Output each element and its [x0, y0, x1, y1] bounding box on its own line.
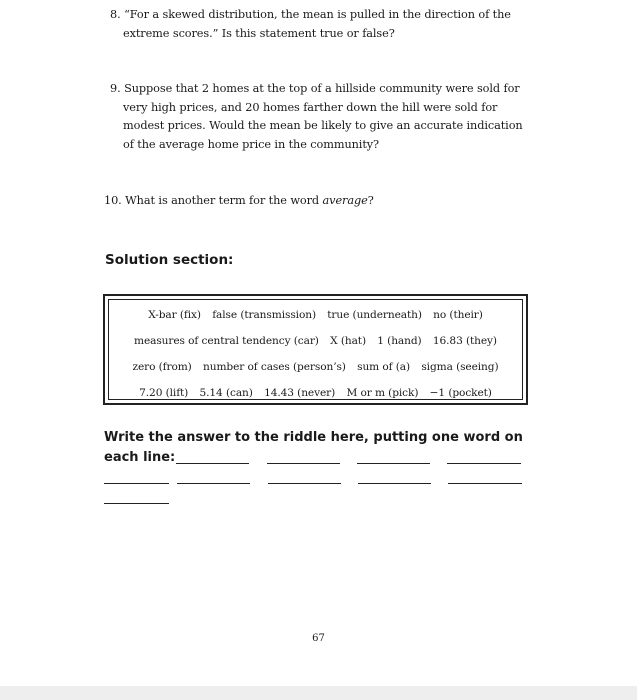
answer-blank-10[interactable] — [104, 503, 169, 504]
solution-heading: Solution section: — [105, 252, 234, 268]
page-number: 67 — [312, 633, 325, 644]
question-8 — [110, 6, 530, 43]
solution-row — [109, 309, 522, 321]
solution-option: number of cases (person’s) — [203, 361, 346, 373]
solution-option: false (transmission) — [212, 309, 316, 321]
answer-blank-3[interactable] — [357, 463, 430, 464]
answer-blank-9[interactable] — [448, 483, 522, 484]
question-9-number: 9. — [110, 82, 121, 95]
answer-blank-4[interactable] — [447, 463, 521, 464]
answer-blank-8[interactable] — [358, 483, 431, 484]
solution-box — [103, 294, 528, 405]
solution-box-inner — [108, 299, 523, 400]
solution-option: sum of (a) — [357, 361, 411, 373]
solution-row — [109, 387, 522, 399]
solution-row — [109, 361, 522, 373]
solution-row — [109, 335, 522, 347]
answer-blank-1[interactable] — [176, 463, 249, 464]
question-10-number: 10. — [104, 194, 122, 207]
solution-option: X-bar (fix) — [148, 309, 201, 321]
solution-option: 16.83 (they) — [432, 335, 497, 347]
solution-option: 7.20 (lift) — [139, 387, 189, 399]
answer-blank-7[interactable] — [268, 483, 341, 484]
solution-option: M or m (pick) — [346, 387, 419, 399]
answer-blank-2[interactable] — [267, 463, 340, 464]
solution-option: −1 (pocket) — [429, 387, 492, 399]
solution-option: true (underneath) — [327, 309, 422, 321]
solution-option: X (hat) — [330, 335, 366, 347]
riddle-prompt: Write the answer to the riddle here, putting one word on each line: — [104, 430, 523, 465]
solution-option: zero (from) — [132, 361, 192, 373]
solution-option: 1 (hand) — [377, 335, 422, 347]
question-10-term: average — [322, 194, 368, 207]
question-8-text: “For a skewed distribution, the mean is pulled in the direction of the extreme scores.” Is this statement true or false? — [123, 8, 511, 40]
viewer-bottom-band — [0, 686, 637, 700]
question-10-qmark: ? — [367, 194, 374, 207]
question-10 — [104, 192, 524, 211]
solution-option: sigma (seeing) — [421, 361, 499, 373]
question-10-text: What is another term for the word — [125, 194, 320, 207]
solution-option: measures of central tendency (car) — [134, 335, 319, 347]
question-8-number: 8. — [110, 8, 121, 21]
solution-option: 14.43 (never) — [264, 387, 336, 399]
answer-blank-6[interactable] — [177, 483, 250, 484]
question-9-text: Suppose that 2 homes at the top of a hillside community were sold for very high prices, and 20 homes farther down the hill were sold for modest prices. Would the mean be likely to give an accurate indication of the average home price in the community? — [123, 82, 523, 151]
answer-blank-5[interactable] — [104, 483, 169, 484]
solution-option: 5.14 (can) — [199, 387, 253, 399]
solution-option: no (their) — [433, 309, 483, 321]
question-9 — [110, 80, 535, 154]
